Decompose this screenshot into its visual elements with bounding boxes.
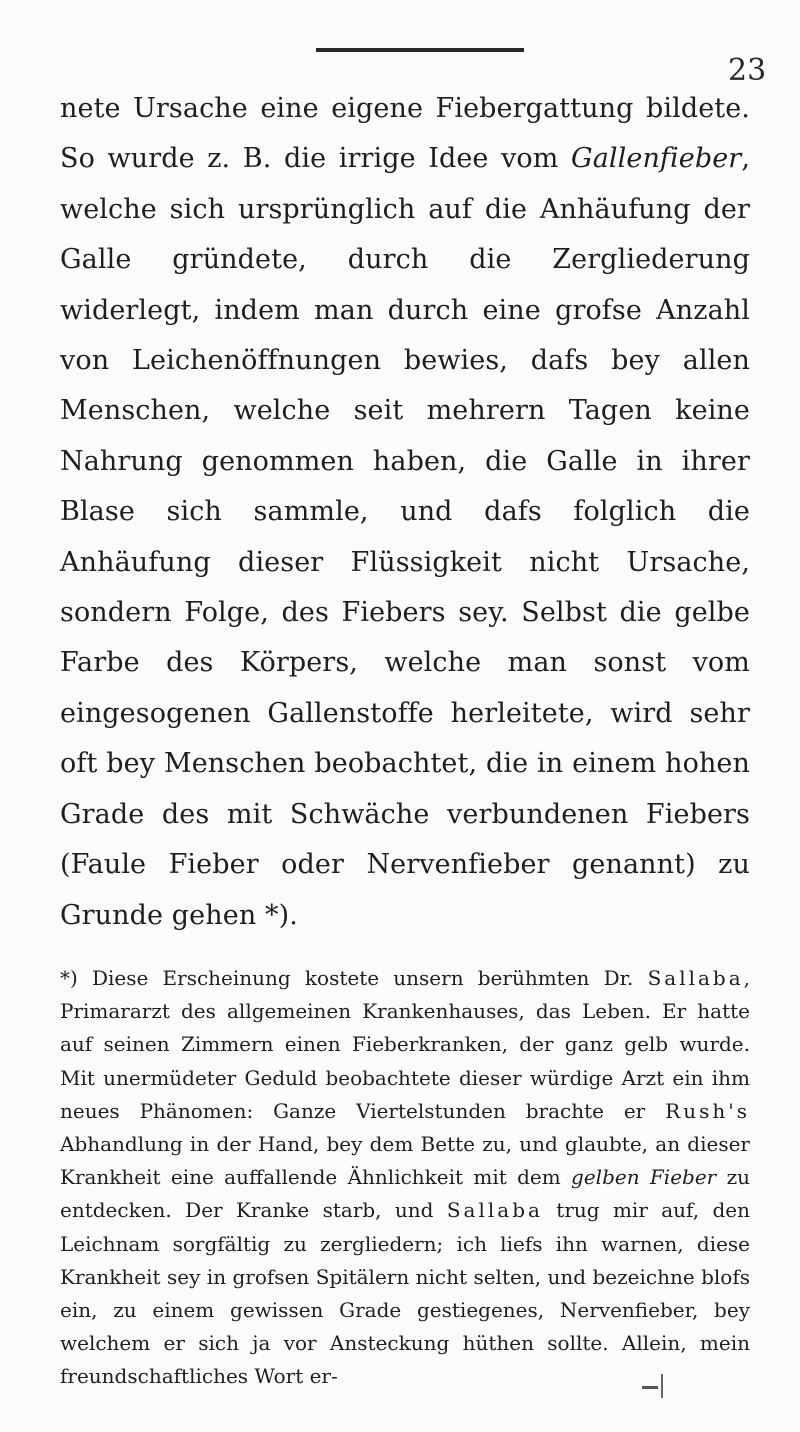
footnote	[60, 962, 750, 1394]
italic-term-gallenfieber: Gallenfieber	[571, 143, 742, 175]
footnote-part-5: trug mir auf, den Leichnam sorgfältig zu zergliedern; ich liefs ihn warnen, diese Krankheit sey in grofsen Spitälern nicht selten, und bezeichne blofs ein, zu einem gewissen Grade gestiegenes, Nervenfieber, bey welchem er sich ja vor Ansteckung hüthen sollte. Allein, mein freundschaftliches Wort er-	[60, 1198, 750, 1389]
footnote-italic-phrase: gelben Fieber	[571, 1165, 717, 1190]
footnote-part-4: zu entdecken. Der Kranke starb, und	[60, 1165, 750, 1223]
main-text-part-2: , welche sich ursprünglich auf die Anhäufung der Galle gründete, durch die Zergliederung widerlegt, indem man durch eine grofse Anzahl von Leichenöffnungen bewies, dafs bey allen Menschen, welche seit mehrern Tagen keine Nahrung genommen haben, die Galle in ihrer Blase sich sammle, und dafs folglich die Anhäufung dieser Flüssigkeit nicht Ursache, sondern Folge, des Fiebers sey. Selbst die gelbe Farbe des Körpers, welche man sonst vom eingesogenen Gallenstoffe herleitete, wird sehr oft bey Menschen beobachtet, die in einem hohen Grade des mit Schwäche verbundenen Fiebers (Faule Fieber oder Nervenfieber genannt) zu Grunde gehen *).	[60, 143, 750, 931]
page-number: 23	[728, 53, 767, 88]
footnote-part-2: , Primararzt des allgemeinen Krankenhauses, das Leben. Er hatte auf seinen Zimmern einen Fieberkranken, der ganz gelb wurde. Mit unermüdeter Geduld beobachtete dieser würdige Arzt ein ihm neues Phänomen: Ganze Viertelstunden brachte er	[60, 966, 750, 1123]
footnote-name-sallaba-second: Sallaba	[446, 1198, 543, 1223]
main-text	[60, 84, 750, 941]
footnote-name-rush: Rush's	[665, 1098, 750, 1123]
footnote-name-sallaba: Sallaba	[647, 966, 744, 990]
top-rule	[316, 48, 524, 52]
main-text-part-1: nete Ursache eine eigene Fiebergattung bildete. So wurde z. B. die irrige Idee vom	[60, 93, 750, 175]
bottom-print-mark	[642, 1386, 658, 1389]
footnote-part-3: Abhandlung in der Hand, bey dem Bette zu, und glaubte, an dieser Krankheit eine auffallende Ähnlichkeit mit dem	[60, 1132, 750, 1190]
footnote-marker: *)	[60, 966, 78, 990]
footnote-part-1: Diese Erscheinung kostete unsern berühmten Dr.	[77, 966, 648, 990]
